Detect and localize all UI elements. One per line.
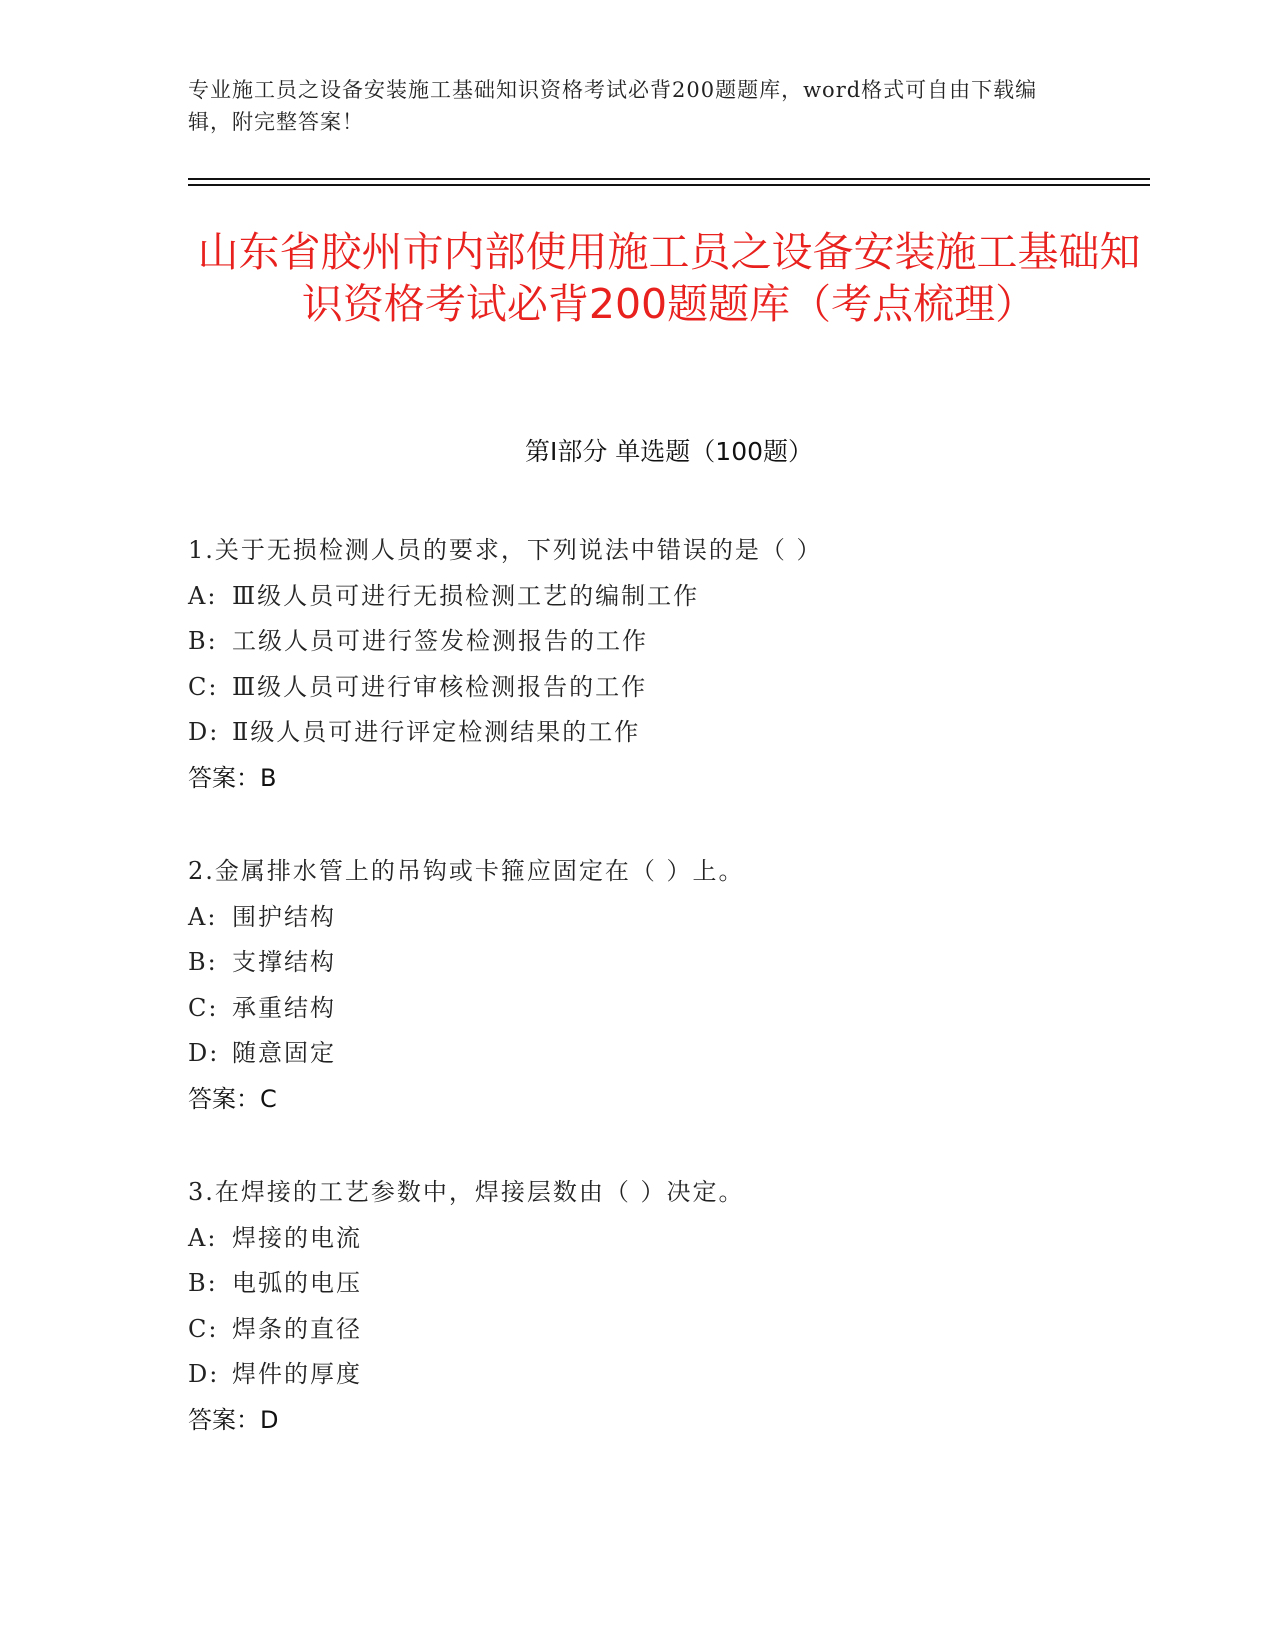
option-letter: A: — [188, 902, 218, 931]
answer: 答案：D — [188, 1405, 279, 1434]
question-3 — [188, 1170, 1150, 1443]
option-text: Ⅲ级人员可进行审核检测报告的工作 — [232, 672, 648, 701]
option-letter: C: — [188, 672, 219, 701]
question-stem: 2.金属排水管上的吊钩或卡箍应固定在（ ）上。 — [188, 857, 745, 885]
option-text: 焊接的电流 — [232, 1223, 362, 1252]
option-text: 焊条的直径 — [232, 1314, 362, 1343]
option-text: 承重结构 — [232, 993, 336, 1022]
option-letter: D: — [188, 1360, 220, 1388]
question-1 — [188, 528, 1150, 801]
option-b — [188, 940, 1150, 986]
header-divider-bottom — [188, 184, 1150, 186]
option-text: 围护结构 — [232, 902, 336, 931]
option-text: 电弧的电压 — [232, 1269, 362, 1297]
option-d — [188, 1352, 1150, 1398]
option-c — [188, 986, 1150, 1032]
option-b — [188, 619, 1150, 665]
option-letter: B: — [188, 948, 218, 976]
document-title: 山东省胶州市内部使用施工员之设备安装施工基础知识资格考试必背200题题库（考点梳理） — [197, 228, 1141, 328]
option-letter: A: — [188, 1223, 218, 1252]
question-stem: 1.关于无损检测人员的要求，下列说法中错误的是（ ） — [188, 536, 823, 564]
header-note: 专业施工员之设备安装施工基础知识资格考试必背200题题库，word格式可自由下载编辑，附完整答案！ — [188, 78, 1038, 134]
question-stem: 3.在焊接的工艺参数中，焊接层数由（ ）决定。 — [188, 1178, 745, 1206]
option-letter: D: — [188, 718, 220, 746]
section-title: 第Ⅰ部分 单选题（100题） — [524, 437, 814, 466]
answer: 答案：B — [188, 763, 277, 792]
option-letter: B: — [188, 1269, 218, 1297]
option-d — [188, 1031, 1150, 1077]
option-text: Ⅲ级人员可进行无损检测工艺的编制工作 — [232, 581, 700, 610]
option-text: 随意固定 — [232, 1039, 336, 1067]
option-a — [188, 895, 1150, 941]
option-a — [188, 574, 1150, 620]
header-divider-top — [188, 178, 1150, 180]
option-text: Ⅱ级人员可进行评定检测结果的工作 — [232, 718, 641, 746]
option-a — [188, 1216, 1150, 1262]
option-letter: D: — [188, 1039, 220, 1067]
question-2 — [188, 849, 1150, 1122]
option-c — [188, 665, 1150, 711]
option-b — [188, 1261, 1150, 1307]
question-list — [188, 528, 1150, 1491]
option-d — [188, 710, 1150, 756]
option-text: 焊件的厚度 — [232, 1360, 362, 1388]
option-c — [188, 1307, 1150, 1353]
option-text: 支撑结构 — [232, 948, 336, 976]
answer: 答案：C — [188, 1084, 277, 1113]
option-text: 工级人员可进行签发检测报告的工作 — [232, 627, 648, 655]
option-letter: A: — [188, 581, 218, 610]
option-letter: C: — [188, 1314, 219, 1343]
option-letter: C: — [188, 993, 219, 1022]
option-letter: B: — [188, 627, 218, 655]
